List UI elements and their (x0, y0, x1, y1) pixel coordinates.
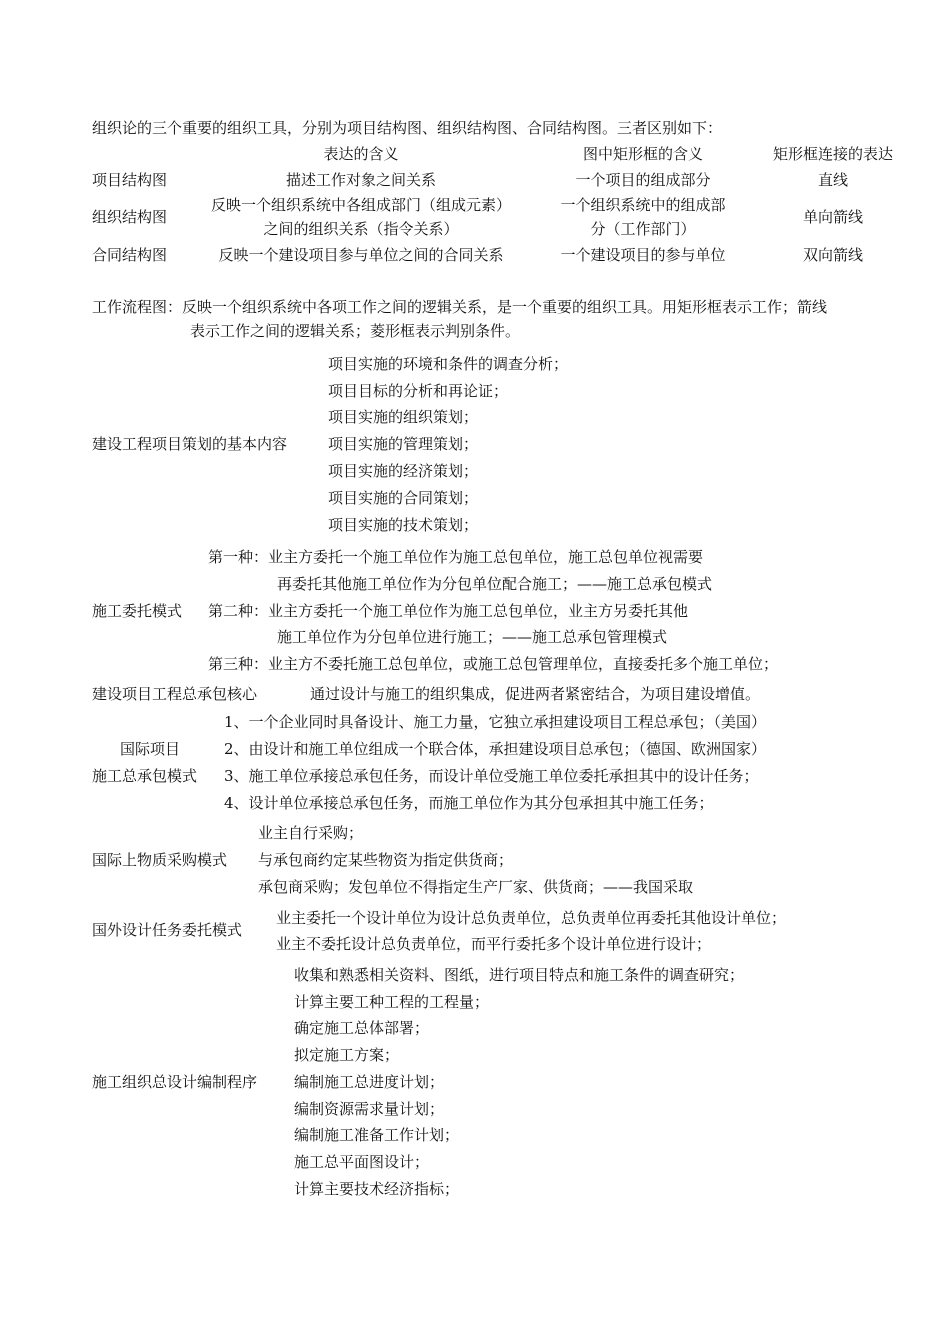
table-cell-box: 分（工作部门） (590, 220, 696, 238)
design-entrust-item: 业主委托一个设计单位为设计总负责单位，总负责单位再委托其他设计单位； (276, 909, 787, 927)
table-header-box: 图中矩形框的含义 (582, 145, 703, 163)
procedure-label: 施工组织总设计编制程序 (92, 1073, 258, 1091)
intl-gc-item: 2、由设计和施工单位组成一个联合体，承担建设项目总承包；（德国、欧洲国家） (224, 740, 767, 758)
procure-item: 承包商采购；发包单位不得指定生产厂家、供货商；——我国采取 (258, 878, 694, 896)
table-cell-meaning: 反映一个组织系统中各组成部门（组成元素） (210, 196, 511, 214)
planning-label: 建设工程项目策划的基本内容 (92, 435, 288, 453)
design-entrust-item: 业主不委托设计总负责单位，而平行委托多个设计单位进行设计； (276, 935, 712, 953)
planning-item: 项目实施的管理策划； (328, 435, 479, 453)
entrust-line: 第二种：业主方委托一个施工单位作为施工总包单位，业主方另委托其他 (208, 602, 689, 620)
table-cell-box: 一个项目的组成部分 (575, 171, 711, 189)
table-row-name: 合同结构图 (92, 246, 168, 264)
entrust-label: 施工委托模式 (92, 602, 183, 620)
table-header-meaning: 表达的含义 (323, 145, 399, 163)
table-cell-box: 一个组织系统中的组成部 (560, 196, 726, 214)
intl-gc-item: 3、施工单位承接总承包任务，而设计单位受施工单位委托承担其中的设计任务； (224, 767, 759, 785)
intro-text: 组织论的三个重要的组织工具，分别为项目结构图、组织结构图、合同结构图。三者区别如下： (92, 119, 723, 137)
table-cell-box: 一个建设项目的参与单位 (560, 246, 726, 264)
planning-item: 项目目标的分析和再论证； (328, 382, 509, 400)
planning-item: 项目实施的环境和条件的调查分析； (328, 355, 569, 373)
table-cell-meaning: 之间的组织关系（指令关系） (263, 220, 459, 238)
planning-item: 项目实施的合同策划； (328, 489, 479, 507)
procedure-item: 计算主要工种工程的工程量； (294, 993, 490, 1011)
intl-gc-label: 国际项目 (120, 740, 181, 758)
table-row-name: 项目结构图 (92, 171, 168, 189)
table-cell-link: 直线 (817, 171, 848, 189)
core-label: 建设项目工程总承包核心 (92, 685, 258, 703)
planning-item: 项目实施的经济策划； (328, 462, 479, 480)
table-header-link: 矩形框连接的表达 (772, 145, 893, 163)
intl-gc-item: 1、一个企业同时具备设计、施工力量，它独立承担建设项目工程总承包；（美国） (224, 713, 767, 731)
entrust-line: 再委托其他施工单位作为分包单位配合施工；——施工总承包模式 (277, 575, 713, 593)
design-entrust-label: 国外设计任务委托模式 (92, 921, 243, 939)
procedure-item: 编制施工总进度计划； (294, 1073, 445, 1091)
procedure-item: 计算主要技术经济指标； (294, 1180, 460, 1198)
workflow-line-1: 工作流程图：反映一个组织系统中各项工作之间的逻辑关系，是一个重要的组织工具。用矩形框表示工作；箭线 (92, 298, 828, 316)
entrust-line: 第一种：业主方委托一个施工单位作为施工总包单位，施工总包单位视需要 (208, 548, 704, 566)
core-text: 通过设计与施工的组织集成，促进两者紧密结合，为项目建设增值。 (310, 685, 761, 703)
table-cell-meaning: 描述工作对象之间关系 (285, 171, 436, 189)
procedure-item: 编制资源需求量计划； (294, 1100, 445, 1118)
procure-item: 与承包商约定某些物资为指定供货商； (258, 851, 514, 869)
intl-gc-item: 4、设计单位承接总承包任务，而施工单位作为其分包承担其中施工任务； (224, 794, 714, 812)
table-row-name: 组织结构图 (92, 208, 168, 226)
table-cell-meaning: 反映一个建设项目参与单位之间的合同关系 (218, 246, 504, 264)
planning-item: 项目实施的组织策划； (328, 408, 479, 426)
procedure-item: 确定施工总体部署； (294, 1019, 430, 1037)
procure-label: 国际上物质采购模式 (92, 851, 228, 869)
procure-item: 业主自行采购； (258, 824, 364, 842)
intl-gc-label: 施工总承包模式 (92, 767, 198, 785)
procedure-item: 拟定施工方案； (294, 1046, 400, 1064)
workflow-line-2: 表示工作之间的逻辑关系；菱形框表示判别条件。 (190, 322, 521, 340)
planning-item: 项目实施的技术策划； (328, 516, 479, 534)
entrust-line: 第三种：业主方不委托施工总包单位，或施工总包管理单位，直接委托多个施工单位； (208, 655, 779, 673)
table-cell-link: 单向箭线 (802, 208, 863, 226)
procedure-item: 施工总平面图设计； (294, 1153, 430, 1171)
procedure-item: 编制施工准备工作计划； (294, 1126, 460, 1144)
entrust-line: 施工单位作为分包单位进行施工；——施工总承包管理模式 (277, 628, 668, 646)
table-cell-link: 双向箭线 (802, 246, 863, 264)
procedure-item: 收集和熟悉相关资料、图纸，进行项目特点和施工条件的调查研究； (294, 966, 745, 984)
